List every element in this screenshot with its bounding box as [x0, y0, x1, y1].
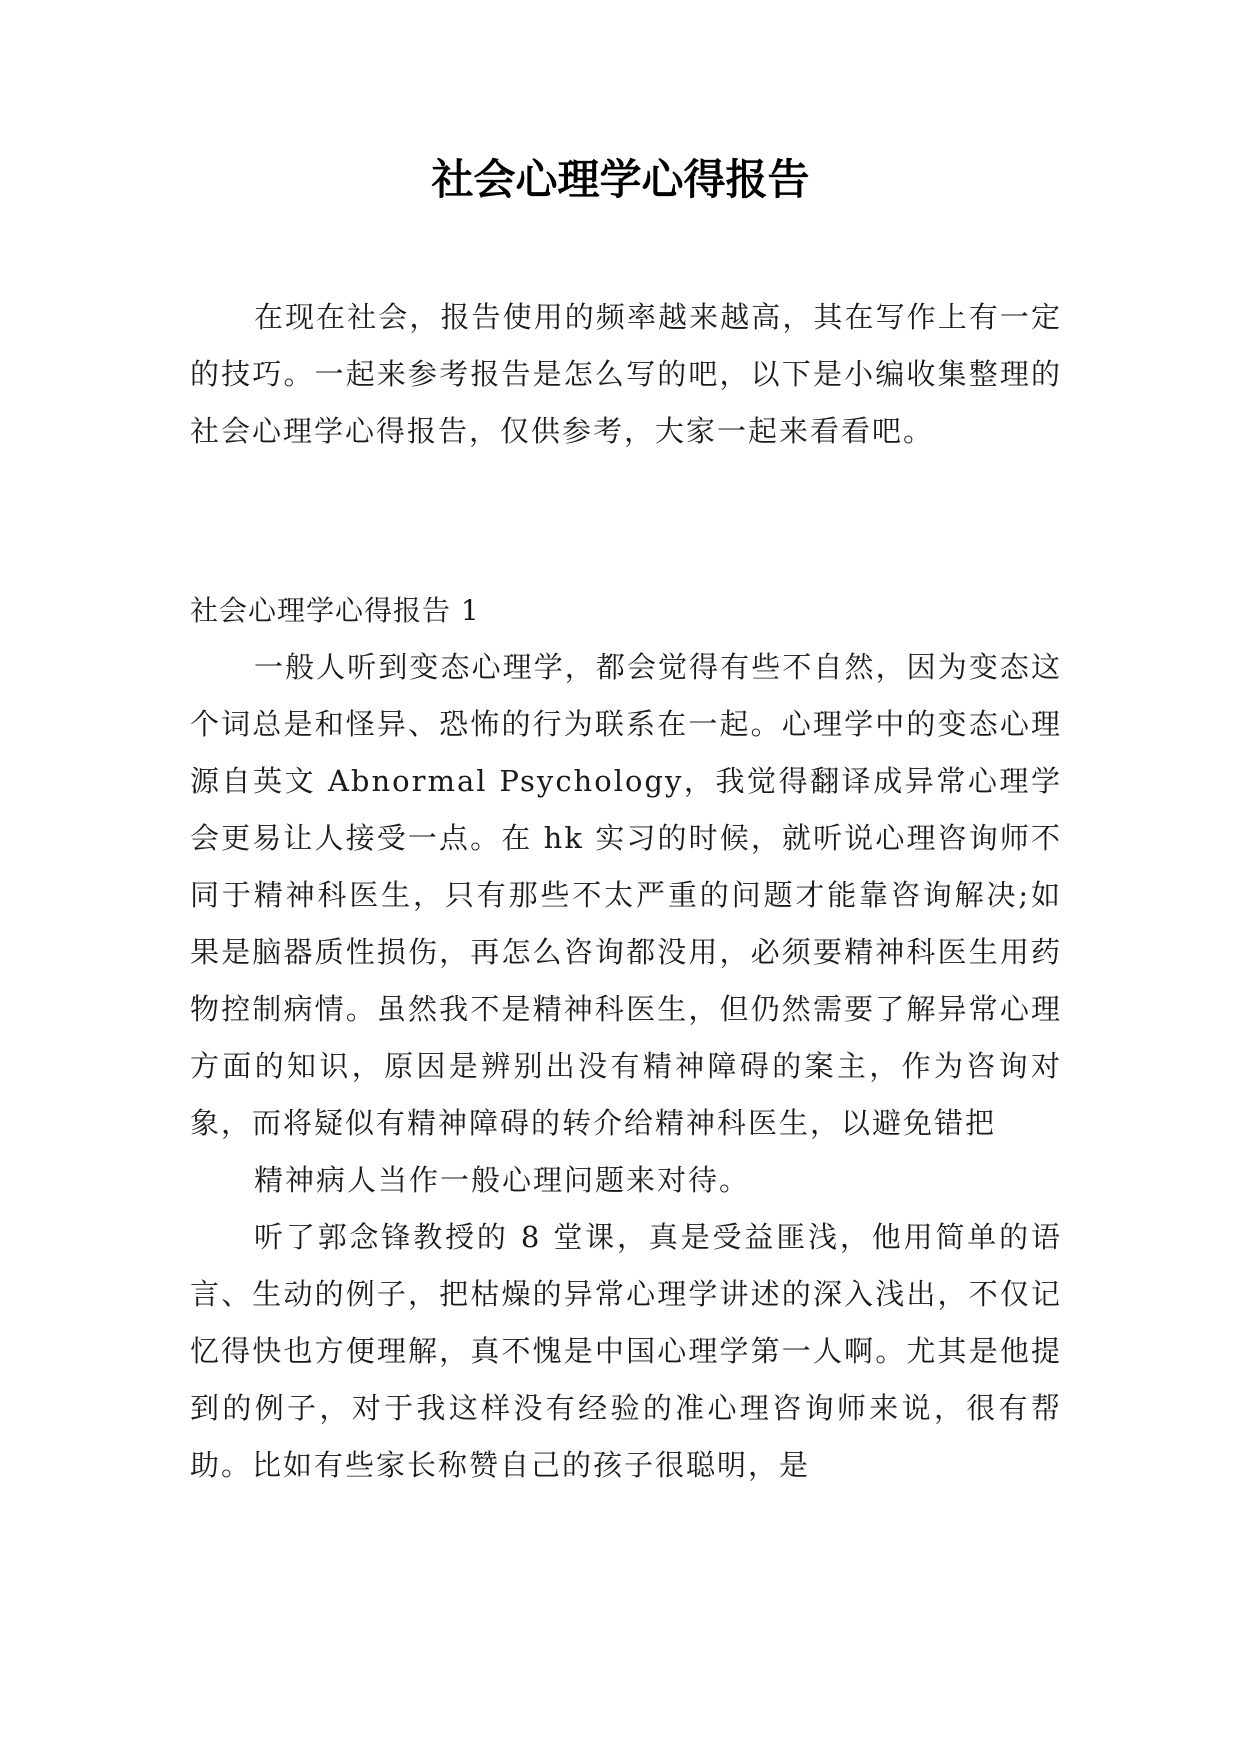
body-paragraph: 一般人听到变态心理学，都会觉得有些不自然，因为变态这个词总是和怪异、恐怖的行为联系在一起。心理学中的变态心理源自英文 Abnormal Psychology，我觉得翻译成异常心理学会更易让人接受一点。在 hk 实习的时候，就听说心理咨询师不同于精神科医生，只有那些不太严重的问题才能靠咨询解决;如果是脑器质性损伤，再怎么咨询都没用，必须要精神科医生用药物控制病情。虽然我不是精神科医生，但仍然需要了解异常心理方面的知识，原因是辨别出没有精神障碍的案主，作为咨询对象，而将疑似有精神障碍的转介给精神科医生，以避免错把 — [190, 650, 1062, 1140]
intro-block — [190, 289, 1062, 460]
section-heading: 社会心理学心得报告 1 — [190, 594, 480, 627]
body-paragraph: 听了郭念锋教授的 8 堂课，真是受益匪浅，他用简单的语言、生动的例子，把枯燥的异常心理学讲述的深入浅出，不仅记忆得快也方便理解，真不愧是中国心理学第一人啊。尤其是他提到的例子，对于我这样没有经验的准心理咨询师来说，很有帮助。比如有些家长称赞自己的孩子很聪明，是 — [190, 1220, 1062, 1482]
document-title: 社会心理学心得报告 — [431, 155, 810, 204]
intro-paragraph: 在现在社会，报告使用的频率越来越高，其在写作上有一定的技巧。一起来参考报告是怎么写的吧，以下是小编收集整理的社会心理学心得报告，仅供参考，大家一起来看看吧。 — [190, 300, 1062, 448]
section-1 — [190, 582, 1062, 1494]
body-paragraph: 精神病人当作一般心理问题来对待。 — [254, 1163, 751, 1197]
